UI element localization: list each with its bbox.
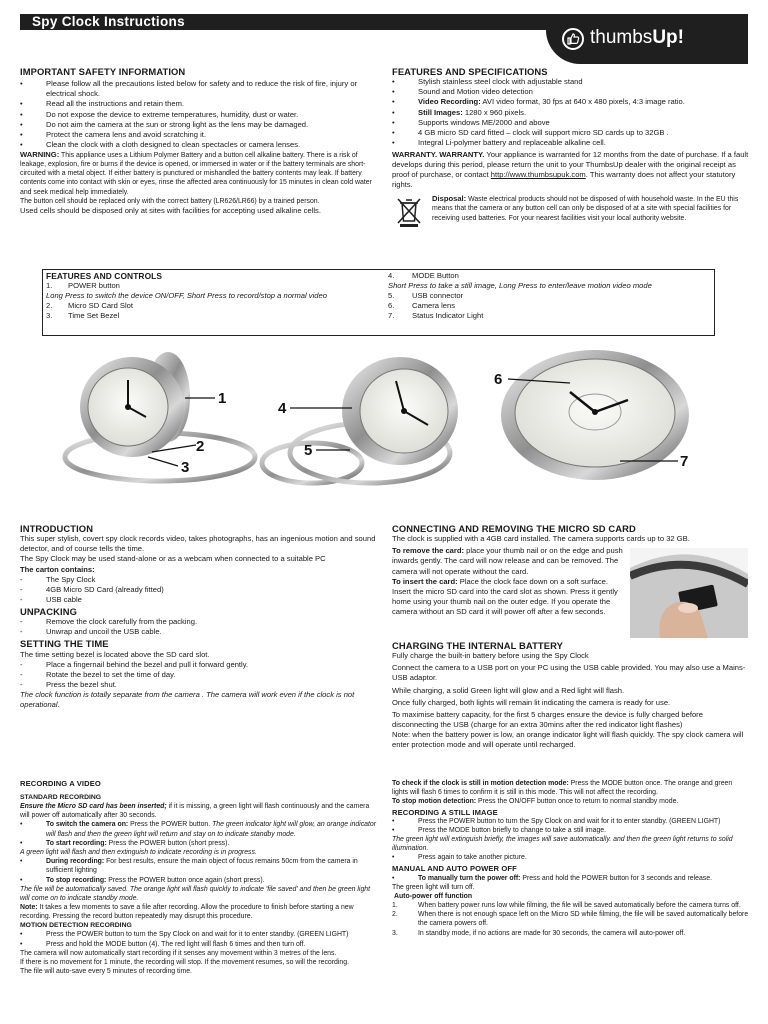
controls-heading: FEATURES AND CONTROLS bbox=[46, 271, 163, 281]
still-note: The green light will extinguish briefly, the images will save automatically. and then the green light returns to solid illumination. bbox=[392, 835, 733, 853]
list-item: • Read all the instructions and retain them. bbox=[20, 99, 185, 109]
carton-heading: The carton contains: bbox=[20, 564, 95, 574]
list-item: • Please follow all the precautions listed below for safety and to reduce the risk of fire, injury or electrical shock. bbox=[20, 79, 358, 99]
list-item: - 4GB Micro SD Card (already fitted) bbox=[20, 584, 164, 594]
list-item: • During recording: For best results, ensure the main object of focus remains 50cm from the camera in sufficient lighting bbox=[20, 858, 358, 875]
controls-right bbox=[388, 271, 713, 321]
stop-note: The file will be automatically saved. The orange light will flash quickly to indicate 'file saved' and then be green light will come on to indicate standby mode. bbox=[20, 885, 371, 902]
list-item: • Press the POWER button to turn the Spy Clock on and wait for it to enter standby. (GREEN LIGHT) bbox=[392, 817, 721, 825]
motion-check-text: To check if the clock is still in motion detection mode: Press the MODE button once. The orange and green lights will flash 6 times to confirm it is still in this mode. This will not affect the recording. bbox=[392, 780, 733, 797]
settime-p1: The time setting bezel is located above the SD card slot. bbox=[20, 649, 210, 659]
disposal-block bbox=[392, 194, 750, 228]
list-item: • Do not aim the camera at the sun or strong light as the lens may be damaged. bbox=[20, 119, 309, 129]
manual-heading: MANUAL AND AUTO POWER OFF bbox=[392, 864, 517, 874]
specs-heading: FEATURES AND SPECIFICATIONS bbox=[392, 66, 548, 77]
sdcard-remove: To remove the card: place your thumb nail or on the edge and push inwards gently. The card will now release and can be removed. The camera will not operate without the card. bbox=[392, 546, 623, 576]
list-item: • To manually turn the power off: Press and hold the POWER button for 3 seconds and release. bbox=[392, 874, 712, 882]
motion-stop-text: To stop motion detection: Press the ON/OFF button once to return to normal standby mode. bbox=[392, 798, 679, 806]
warranty-text: WARRANTY. WARRANTY. Your appliance is warranted for 12 months from the date of purchase. If a fault develops during this period, please return the unit to your ThumbsUp dealer with the original receipt as proof of purchase, or contact http://www.thumbsupuk.com. This warranty does not affect your statutory rights. bbox=[392, 149, 749, 190]
intro-p1: This super stylish, covert spy clock records video, takes photographs, has an ingenious motion and sound detector, and of course tells the time. bbox=[20, 534, 376, 554]
controls-left bbox=[46, 271, 384, 321]
save-note: Note: It takes a few moments to save a file after recording. Allow the procedure to finish before starting a new recording. Pressing the record button repeatedly may disrupt this procedure. bbox=[20, 904, 354, 921]
motion-p1: The camera will now automatically start recording if it senses any movement within 3 metres of the lens. bbox=[20, 949, 337, 957]
clock-illustrations bbox=[0, 345, 768, 505]
crossed-bin-icon bbox=[392, 194, 426, 228]
disposal-sites-note: Used cells should be disposed only at sites with facilities for accepting used alkaline cells. bbox=[20, 205, 321, 215]
clock-view-middle bbox=[262, 357, 458, 483]
list-item: • Supports windows ME/2000 and above bbox=[392, 117, 550, 127]
list-item: - Unwrap and uncoil the USB cable. bbox=[20, 627, 162, 637]
sdcard-insert: To insert the card: Place the clock face down on a soft surface. Insert the micro SD card into the card slot as shown. Press it gently home using your thumb nail on the outer edge. If you operate the camera without an SD card it will power off after a few seconds. bbox=[392, 576, 618, 616]
control-item: 2. Micro SD Card Slot bbox=[46, 301, 133, 311]
warning-text: WARNING: This appliance uses a Lithium Polymer Battery and a button cell alkaline battery. There is a risk of leakage, explosion, fire or burns if the device is opened, or immersed in water or if the battery terminals are short-circuited with a metal object. If either battery is punctured or mishandled the battery contents may leak. If battery contents come into contact with skin or eyes, rinse the affected area continuously for 15 minutes in clean cold water and seek medical help immediately. bbox=[20, 149, 372, 196]
list-item: • To switch the camera on: Press the POWER button. The green indicator light will glow, an orange indicator will flash and then the green light will return and stay on to indicate standby mode. bbox=[20, 821, 377, 838]
list-item: • Stylish stainless steel clock with adjustable stand bbox=[392, 77, 583, 87]
clock-view-left bbox=[65, 352, 255, 481]
list-item: • Integral Li-polymer battery and replaceable alkaline cell. bbox=[392, 137, 606, 147]
list-item: • To stop recording: Press the POWER button once again (short press). bbox=[20, 876, 265, 884]
specs-section bbox=[392, 66, 750, 228]
thumbs-up-icon bbox=[562, 28, 584, 50]
callout-2: 2 bbox=[196, 438, 205, 455]
sd-card-photo bbox=[630, 548, 748, 638]
disposal-text: Disposal: Waste electrical products should not be disposed of with household waste. In the EU this means that the camera or any button cell can only be disposed of at a site with special facilities for receiving used batteries. For your nearest facilities visit your local authority website. bbox=[432, 194, 739, 222]
list-item: 3. In standby mode, if no actions are made for 30 seconds, the camera will auto-power off. bbox=[392, 929, 686, 937]
unpacking-heading: UNPACKING bbox=[20, 605, 77, 617]
callout-7: 7 bbox=[680, 453, 689, 470]
motion-heading: MOTION DETECTION RECORDING bbox=[20, 922, 132, 930]
intro-p2: The Spy Clock may be used stand-alone or as a webcam when connected to a suitable PC bbox=[20, 554, 326, 564]
manual-p: The green light will turn off. bbox=[392, 883, 475, 891]
list-item: • 4 GB micro SD card fitted – clock will support micro SD cards up to 32GB . bbox=[392, 127, 669, 137]
callout-4: 4 bbox=[278, 400, 287, 417]
list-item: • Protect the camera lens and avoid scratching it. bbox=[20, 129, 206, 139]
control-item: 4. MODE Button bbox=[388, 271, 459, 280]
sdcard-p1: The clock is supplied with a 4GB card installed. The camera supports cards up to 32 GB. bbox=[392, 534, 690, 544]
battery-section bbox=[392, 640, 750, 750]
list-item: • Clean the clock with a cloth designed to clean spectacles or camera lenses. bbox=[20, 139, 301, 149]
list-item: - USB cable bbox=[20, 594, 82, 604]
battery-p3: While charging, a solid Green light will glow and a Red light will flash. bbox=[392, 685, 625, 695]
settime-heading: SETTING THE TIME bbox=[20, 638, 109, 650]
battery-p6: Note: when the battery power is low, an orange indicator light will flash quickly. The spy clock camera will enter protection mode and will operate until recharged. bbox=[392, 729, 744, 750]
motion-check-section bbox=[392, 779, 750, 938]
still-heading: RECORDING A STILL IMAGE bbox=[392, 807, 498, 817]
settime-note: The clock function is totally separate from the camera . The camera will work even if the clock is not operational. bbox=[20, 690, 355, 710]
list-item: • Press the POWER button to turn the Spy Clock on and wait for it to enter standby. (GREEN LIGHT) bbox=[20, 931, 349, 939]
list-item: - Rotate the bezel to set the time of day. bbox=[20, 669, 176, 679]
intro-section bbox=[20, 523, 378, 710]
control-item: 7. Status Indicator Light bbox=[388, 311, 484, 321]
list-item: • Video Recording: AVI video format, 30 fps at 640 x 480 pixels, 4:3 image ratio. bbox=[392, 97, 685, 107]
control-item: 6. Camera lens bbox=[388, 301, 456, 311]
list-item: 2. When there is not enough space left on the Micro SD while filming, the file will be saved automatically before the camera powers off. bbox=[392, 911, 749, 928]
list-item: - Remove the clock carefully from the packing. bbox=[20, 617, 198, 627]
battery-p4: Once fully charged, both lights will remain lit indicating the camera is ready for use. bbox=[392, 697, 671, 707]
battery-p2: Connect the camera to a USB port on your PC using the USB cable provided. You may also use a Mains- USB adaptor. bbox=[392, 663, 746, 683]
safety-list bbox=[20, 79, 378, 150]
std-heading: STANDARD RECORDING bbox=[20, 794, 102, 802]
list-item: • Press and hold the MODE button (4). The red light will flash 6 times and then turn off. bbox=[20, 940, 306, 948]
list-item: • Sound and Motion video detection bbox=[392, 87, 533, 97]
auto-heading: Auto-power off function bbox=[394, 892, 473, 900]
page-title: Spy Clock Instructions bbox=[32, 14, 185, 29]
control-item: 1. POWER button bbox=[46, 281, 120, 291]
battery-p1: Fully charge the built-in battery before using the Spy Clock bbox=[392, 651, 589, 661]
battery-heading: CHARGING THE INTERNAL BATTERY bbox=[392, 640, 563, 651]
list-item: - Press the bezel shut. bbox=[20, 679, 117, 689]
std-intro: Ensure the Micro SD card has been inserted; if it is missing, a green light will flash continuously and the camera will power off automatically after 30 seconds. bbox=[20, 803, 370, 820]
control-note: Long Press to switch the device ON/OFF, Short Press to record/stop a normal video bbox=[46, 291, 327, 301]
specs-list bbox=[392, 77, 750, 148]
button-cell-note: The button cell should be replaced only with the correct battery (LR626/LR66) by a trained person. bbox=[20, 197, 320, 205]
intro-heading: INTRODUCTION bbox=[20, 523, 94, 534]
control-note: Short Press to take a still image, Long Press to enter/leave motion video mode bbox=[388, 281, 652, 291]
recording-heading: RECORDING A VIDEO bbox=[20, 779, 101, 788]
control-item: 3. Time Set Bezel bbox=[46, 311, 120, 321]
callout-6: 6 bbox=[494, 371, 503, 388]
battery-p5: To maximise battery capacity, for the first 5 charges ensure the device is fully charged before disconnecting the USB (charge for an extra 30mins after the red indicator light flashes) bbox=[392, 709, 703, 729]
warranty-link[interactable]: http://www.thumbsupuk.com bbox=[490, 170, 586, 180]
list-item: - Place a fingernail behind the bezel and pull it forward gently. bbox=[20, 659, 249, 669]
list-item: • Press again to take another picture. bbox=[392, 854, 527, 862]
recording-section bbox=[20, 779, 378, 976]
safety-heading: IMPORTANT SAFETY INFORMATION bbox=[20, 66, 186, 77]
callout-5: 5 bbox=[304, 442, 313, 459]
list-item: - The Spy Clock bbox=[20, 574, 96, 584]
callout-1: 1 bbox=[218, 390, 227, 407]
safety-section bbox=[20, 66, 378, 216]
brand-light: thumbs bbox=[590, 27, 653, 48]
sdcard-heading: CONNECTING AND REMOVING THE MICRO SD CARD bbox=[392, 523, 636, 534]
start-note: A green light will flash and then extinguish to indicate recording is in progress. bbox=[20, 849, 257, 856]
control-item: 5. USB connector bbox=[388, 291, 464, 301]
list-item: • Press the MODE button briefly to change to take a still image. bbox=[392, 826, 607, 834]
list-item: 1. When battery power runs low while filming, the file will be saved automatically before the camera turns off. bbox=[392, 902, 741, 910]
brand-bold: Up! bbox=[652, 27, 684, 48]
list-item: • To start recording: Press the POWER button (short press). bbox=[20, 839, 230, 847]
callout-3: 3 bbox=[181, 459, 190, 476]
brand-badge bbox=[546, 14, 748, 64]
list-item: • Still Images: 1280 x 960 pixels. bbox=[392, 107, 527, 117]
motion-p3: The file will auto-save every 5 minutes of recording time. bbox=[20, 968, 192, 976]
list-item: • Do not expose the device to extreme temperatures, humidity, dust or water. bbox=[20, 109, 299, 119]
brand-logo bbox=[590, 27, 684, 49]
motion-p2: If there is no movement for 1 minute, the recording will stop. If the movement resumes, so will the recording. bbox=[20, 958, 349, 966]
